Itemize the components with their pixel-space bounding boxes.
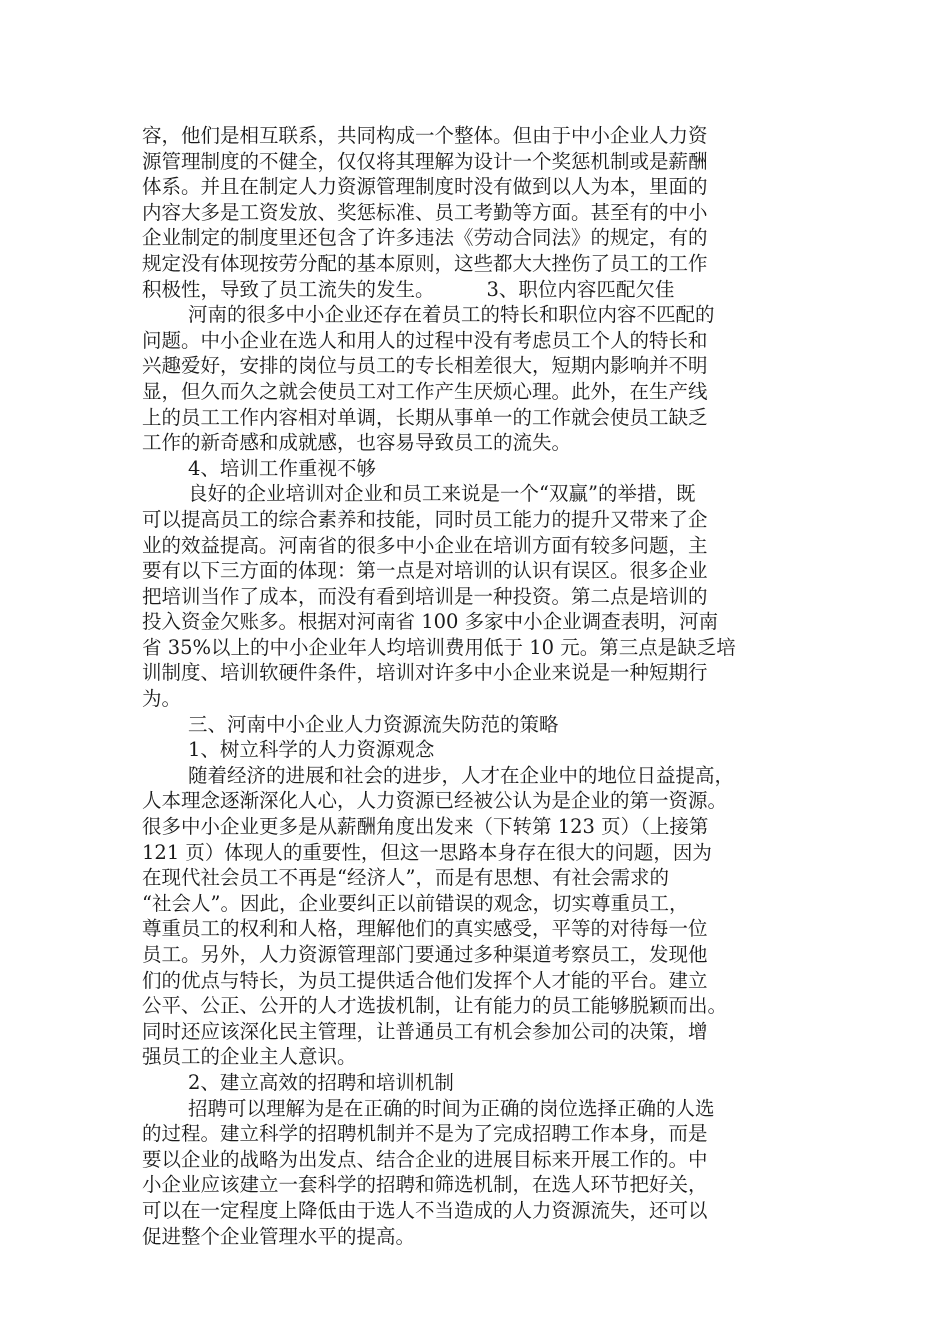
text-line [142,968,820,994]
text-line [142,302,820,328]
text-line-content: 可以在一定程度上降低由于选人不当造成的人力资源流失，还可以 [142,1198,708,1222]
text-line-content: 要以企业的战略为出发点、结合企业的进展目标来开展工作的。中 [142,1147,708,1171]
text-line [142,865,820,891]
text-line [142,788,820,814]
text-line-content: 上的员工工作内容相对单调，长期从事单一的工作就会使员工缺乏 [142,405,708,429]
text-line-content: 为。 [142,687,182,711]
text-line [142,174,820,200]
text-line [142,609,820,635]
text-line-content: 招聘可以理解为是在正确的时间为正确的岗位选择正确的人选 [188,1096,715,1120]
text-line-content: 容，他们是相互联系，共同构成一个整体。但由于中小企业人力资 [142,124,708,147]
text-line [142,1198,820,1224]
text-line [142,149,820,175]
text-line [142,1044,820,1070]
text-line-content: 显，但久而久之就会使员工对工作产生厌烦心理。此外，在生产线 [142,379,708,403]
text-line [142,123,820,149]
text-line-content: 问题。中小企业在选人和用人的过程中没有考虑员工个人的特长和 [142,328,708,352]
text-line [142,660,820,686]
text-line [142,1224,820,1250]
text-line-content: 公平、公正、公开的人才选拔机制，让有能力的员工能够脱颖而出。 [142,994,728,1018]
text-line-content: 随着经济的进展和社会的进步，人才在企业中的地位日益提高， [188,763,735,787]
text-line [142,840,820,866]
text-line-content: 企业制定的制度里还包含了许多违法《劳动合同法》的规定，有的 [142,226,708,250]
text-line-content: 同时还应该深化民主管理，让普通员工有机会参加公司的决策，增 [142,1019,708,1043]
text-line-content: 省 35%以上的中小企业年人均培训费用低于 10 元。第三点是缺乏培 [142,635,736,659]
text-line [142,507,820,533]
text-line-content: 积极性，导致了员工流失的发生。 [142,277,435,301]
text-line-content: 尊重员工的权利和人格，理解他们的真实感受，平等的对待每一位 [142,917,708,941]
text-line-content: 规定没有体现按劳分配的基本原则，这些都大大挫伤了员工的工作 [142,251,708,275]
text-line [142,712,820,738]
text-line [142,1096,820,1122]
text-line [142,686,820,712]
text-line [142,328,820,354]
document-body [142,123,820,1249]
text-line [142,763,820,789]
text-line [142,1172,820,1198]
text-line-content: 工作的新奇感和成就感，也容易导致员工的流失。 [142,431,572,455]
text-line [142,891,820,917]
text-line-content: 兴趣爱好，安排的岗位与员工的专长相差很大，短期内影响并不明 [142,354,708,378]
text-line [142,533,820,559]
text-line [142,251,820,277]
text-line [142,405,820,431]
text-line [142,1147,820,1173]
text-line [142,379,820,405]
text-line [142,558,820,584]
text-line [142,1070,820,1096]
text-line [142,1121,820,1147]
text-line-content: 训制度、培训软硬件条件，培训对许多中小企业来说是一种短期行 [142,661,708,685]
text-line [142,993,820,1019]
text-line-content: 员工。另外，人力资源管理部门要通过多种渠道考察员工，发现他 [142,943,708,966]
text-line [142,737,820,763]
text-line-content: 源管理制度的不健全，仅仅将其理解为设计一个奖惩机制或是薪酬 [142,149,708,173]
text-line-content: 三、河南中小企业人力资源流失防范的策略 [188,712,559,736]
text-line-content: 的过程。建立科学的招聘机制并不是为了完成招聘工作本身，而是 [142,1122,708,1146]
text-line-content: 体系。并且在制定人力资源管理制度时没有做到以人为本，里面的 [142,175,708,199]
text-line-content: 们的优点与特长，为员工提供适合他们发挥个人才能的平台。建立 [142,968,708,992]
text-line-content: 在现代社会员工不再是“经济人”，而是有思想、有社会需求的 [142,866,669,890]
text-line-content: 内容大多是工资发放、奖惩标准、员工考勤等方面。甚至有的中小 [142,200,708,224]
text-line-content: 要有以下三方面的体现：第一点是对培训的认识有误区。很多企业 [142,559,708,583]
text-line [142,353,820,379]
text-line [142,814,820,840]
text-line [142,1019,820,1045]
text-line-content: 河南的很多中小企业还存在着员工的特长和职位内容不匹配的 [188,303,715,327]
text-line-content: 很多中小企业更多是从薪酬角度出发来（下转第 123 页）（上接第 [142,815,709,839]
text-line-content: “社会人”。因此，企业要纠正以前错误的观念，切实尊重员工， [142,891,689,915]
text-line-content: 1、树立科学的人力资源观念 [188,738,435,762]
text-line [142,916,820,942]
text-line [142,200,820,226]
text-line-content: 把培训当作了成本，而没有看到培训是一种投资。第二点是培训的 [142,584,708,608]
text-line-content: 人本理念逐渐深化人心，人力资源已经被公认为是企业的第一资源。 [142,789,728,813]
text-line [142,225,820,251]
section-heading-inline: 3、职位内容匹配欠佳 [486,277,675,301]
text-line-content: 促进整个企业管理水平的提高。 [142,1224,416,1248]
text-line-content: 2、建立高效的招聘和培训机制 [188,1070,454,1094]
text-line [142,277,820,303]
text-line [142,481,820,507]
text-line-content: 业的效益提高。河南省的很多中小企业在培训方面有较多问题，主 [142,533,708,557]
text-line-content: 良好的企业培训对企业和员工来说是一个“双赢”的举措，既 [188,482,696,506]
text-line-content: 小企业应该建立一套科学的招聘和筛选机制，在选人环节把好关， [142,1173,708,1197]
text-line-content: 投入资金欠账多。根据对河南省 100 多家中小企业调查表明，河南 [142,610,719,634]
text-line [142,942,820,968]
text-line [142,635,820,661]
text-line [142,430,820,456]
text-line-content: 可以提高员工的综合素养和技能，同时员工能力的提升又带来了企 [142,507,708,531]
text-line-content: 4、培训工作重视不够 [188,456,376,480]
text-line [142,456,820,482]
text-line-content: 121 页）体现人的重要性，但这一思路本身存在很大的问题，因为 [142,840,712,864]
text-line-content: 强员工的企业主人意识。 [142,1045,357,1069]
text-line [142,584,820,610]
